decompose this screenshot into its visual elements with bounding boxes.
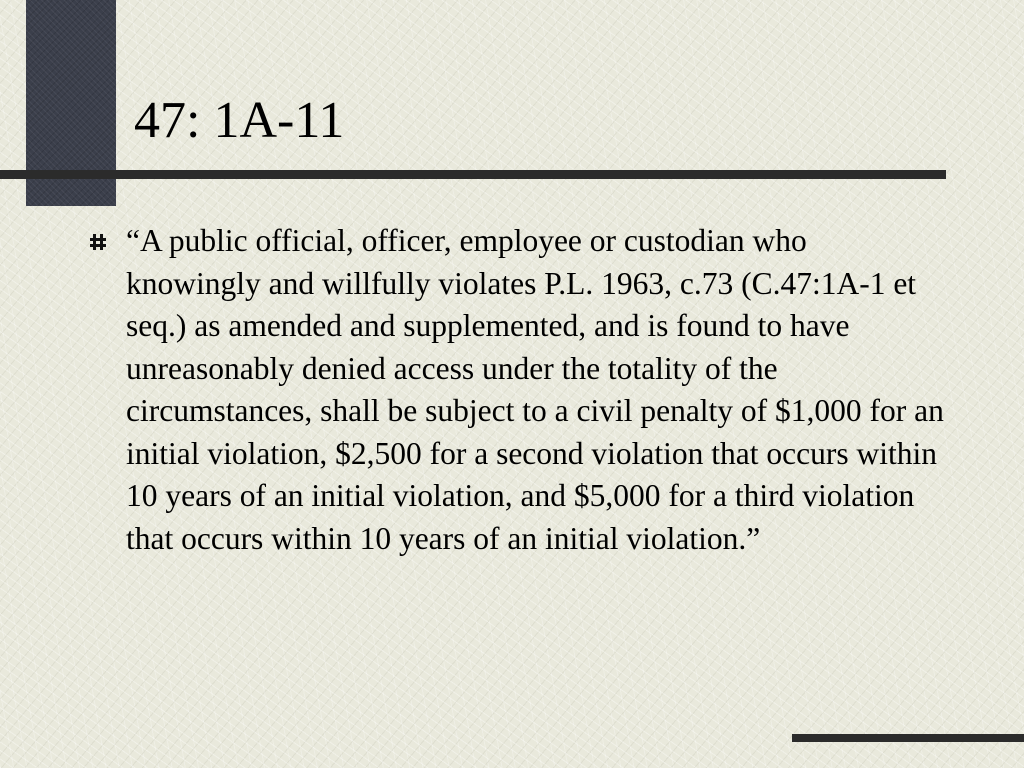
bottom-divider-rule	[792, 734, 1024, 742]
bullet-item	[88, 220, 948, 560]
bullet-text: “A public official, officer, employee or custodian who knowingly and willfully violates P.L. 1963, c.73 (C.47:1A-1 et seq.) as amended and supplemented, and is found to have unreasonably denied access under the totality of the circumstances, shall be subject to a civil penalty of $1,000 for an initial violation, $2,500 for a second violation that occurs within 10 years of an initial violation, and $5,000 for a third violation that occurs within 10 years of an initial violation.”	[126, 223, 944, 556]
title-divider-rule	[0, 170, 946, 179]
hash-bullet-icon	[88, 232, 108, 252]
slide-title: 47: 1A-11	[134, 92, 345, 149]
bullet-list	[88, 220, 948, 560]
